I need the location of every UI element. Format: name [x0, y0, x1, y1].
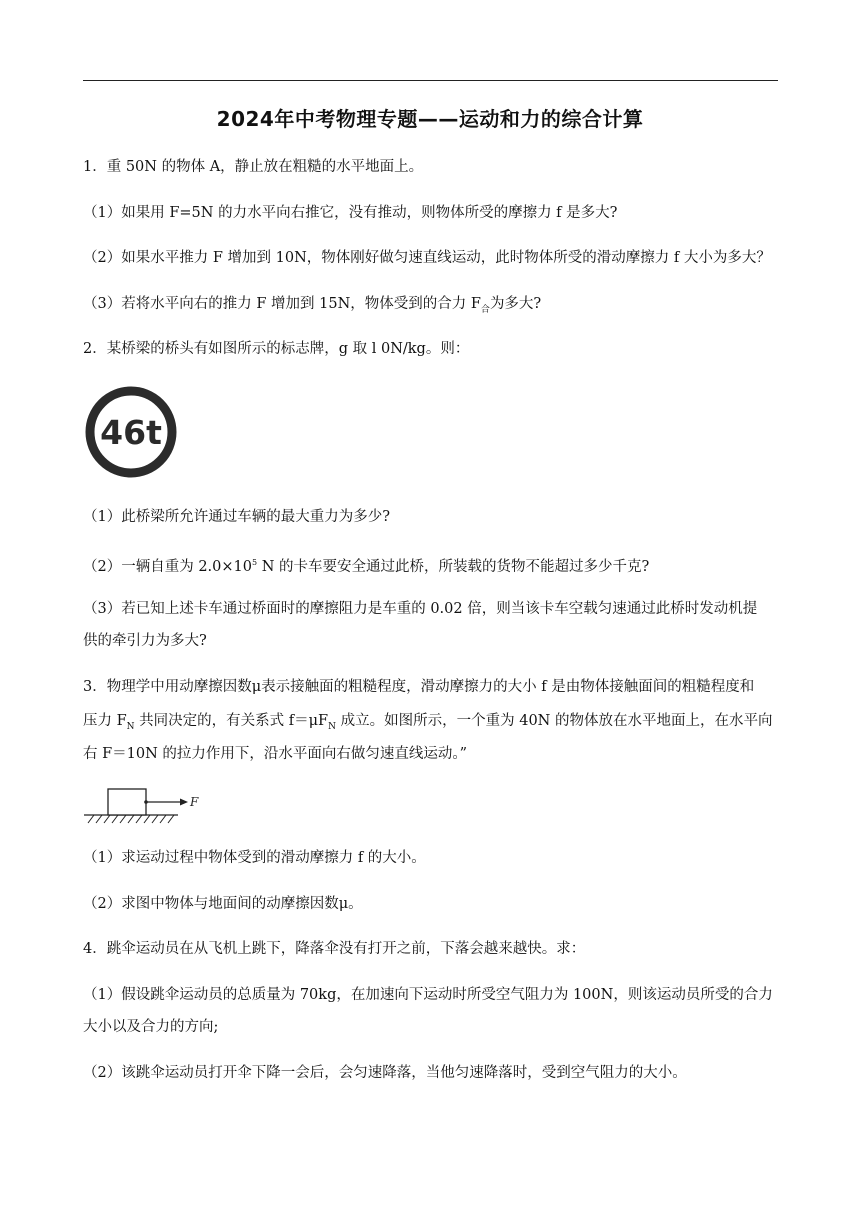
header-rule: [83, 80, 778, 81]
q2-stem: 2．某桥梁的桥头有如图所示的标志牌，g 取 l 0N/kg。则：: [83, 341, 470, 357]
q3-line3: 右 F＝10N 的拉力作用下，沿水平面向右做匀速直线运动。”: [83, 746, 468, 762]
q4-stem: 4．跳伞运动员在从飞机上跳下，降落伞没有打开之前，下落会越来越快。求：: [83, 941, 586, 957]
q4-sub1-line1: （1）假设跳伞运动员的总质量为 70kg，在加速向下运动时所受空气阻力为 100N，则该运动员所受的合力: [83, 987, 773, 1003]
block-object: [108, 789, 146, 815]
page-title: 2024年中考物理专题——运动和力的综合计算: [216, 107, 644, 131]
q4-sub2: （2）该跳伞运动员打开伞下降一会后，会匀速降落，当他匀速降落时，受到空气阻力的大小。: [83, 1065, 687, 1081]
q2-sub3-line2: 供的牵引力为多大?: [83, 633, 207, 649]
sign-text: 46t: [100, 413, 162, 452]
q3-line2-a: 压力 F: [83, 713, 127, 729]
q1-stem: 1．重 50N 的物体 A，静止放在粗糙的水平地面上。: [83, 159, 424, 175]
force-label: F: [190, 795, 199, 809]
q1-sub1: （1）如果用 F=5N 的力水平向右推它，没有推动，则物体所受的摩擦力 f 是多大?: [83, 205, 618, 221]
q1-sub3-tail: 为多大?: [489, 296, 542, 312]
q2-sub3-line1: （3）若已知上述卡车通过桥面时的摩擦阻力是车重的 0.02 倍，则当该卡车空载匀速通过此桥时发动机提: [83, 601, 758, 617]
q3-line2-b: 共同决定的，有关系式 f＝μF: [134, 713, 329, 729]
q2-sub2-superscript: 5: [252, 558, 258, 567]
ground-hatch: [84, 815, 178, 823]
q3-line2-c: 成立。如图所示，一个重为 40N 的物体放在水平地面上，在水平向: [336, 713, 773, 729]
q1-sub3: [83, 289, 783, 325]
weight-limit-sign-icon: [84, 385, 178, 479]
q3-line2-sub2: N: [328, 721, 336, 732]
q1-sub3-text: （3）若将水平向右的推力 F 增加到 15N，物体受到的合力 F: [83, 296, 481, 312]
force-arrowhead-icon: [180, 799, 188, 806]
q3-line1: 3．物理学中用动摩擦因数μ表示接触面的粗糙程度，滑动摩擦力的大小 f 是由物体接触面间的粗糙程度和: [83, 679, 755, 695]
q3-line2: [83, 706, 783, 742]
q2-sub2: [83, 548, 783, 582]
block-force-diagram: [84, 785, 204, 827]
q3-sub2: （2）求图中物体与地面间的动摩擦因数μ。: [83, 896, 363, 912]
q4-sub1-line2: 大小以及合力的方向;: [83, 1019, 219, 1035]
q2-sub1: （1）此桥梁所允许通过车辆的最大重力为多少?: [83, 509, 390, 525]
q1-sub3-subscript: 合: [480, 304, 490, 315]
q3-sub1: （1）求运动过程中物体受到的滑动摩擦力 f 的大小。: [83, 850, 426, 866]
q1-sub2: （2）如果水平推力 F 增加到 10N，物体刚好做匀速直线运动，此时物体所受的滑动摩擦力 f 大小为多大？: [83, 250, 771, 266]
q2-sub2-tail: N 的卡车要安全通过此桥，所装载的货物不能超过多少千克?: [257, 558, 650, 575]
q2-sub2-text: （2）一辆自重为 2.0×10: [83, 558, 252, 575]
q3-line2-sub1: N: [126, 721, 135, 732]
